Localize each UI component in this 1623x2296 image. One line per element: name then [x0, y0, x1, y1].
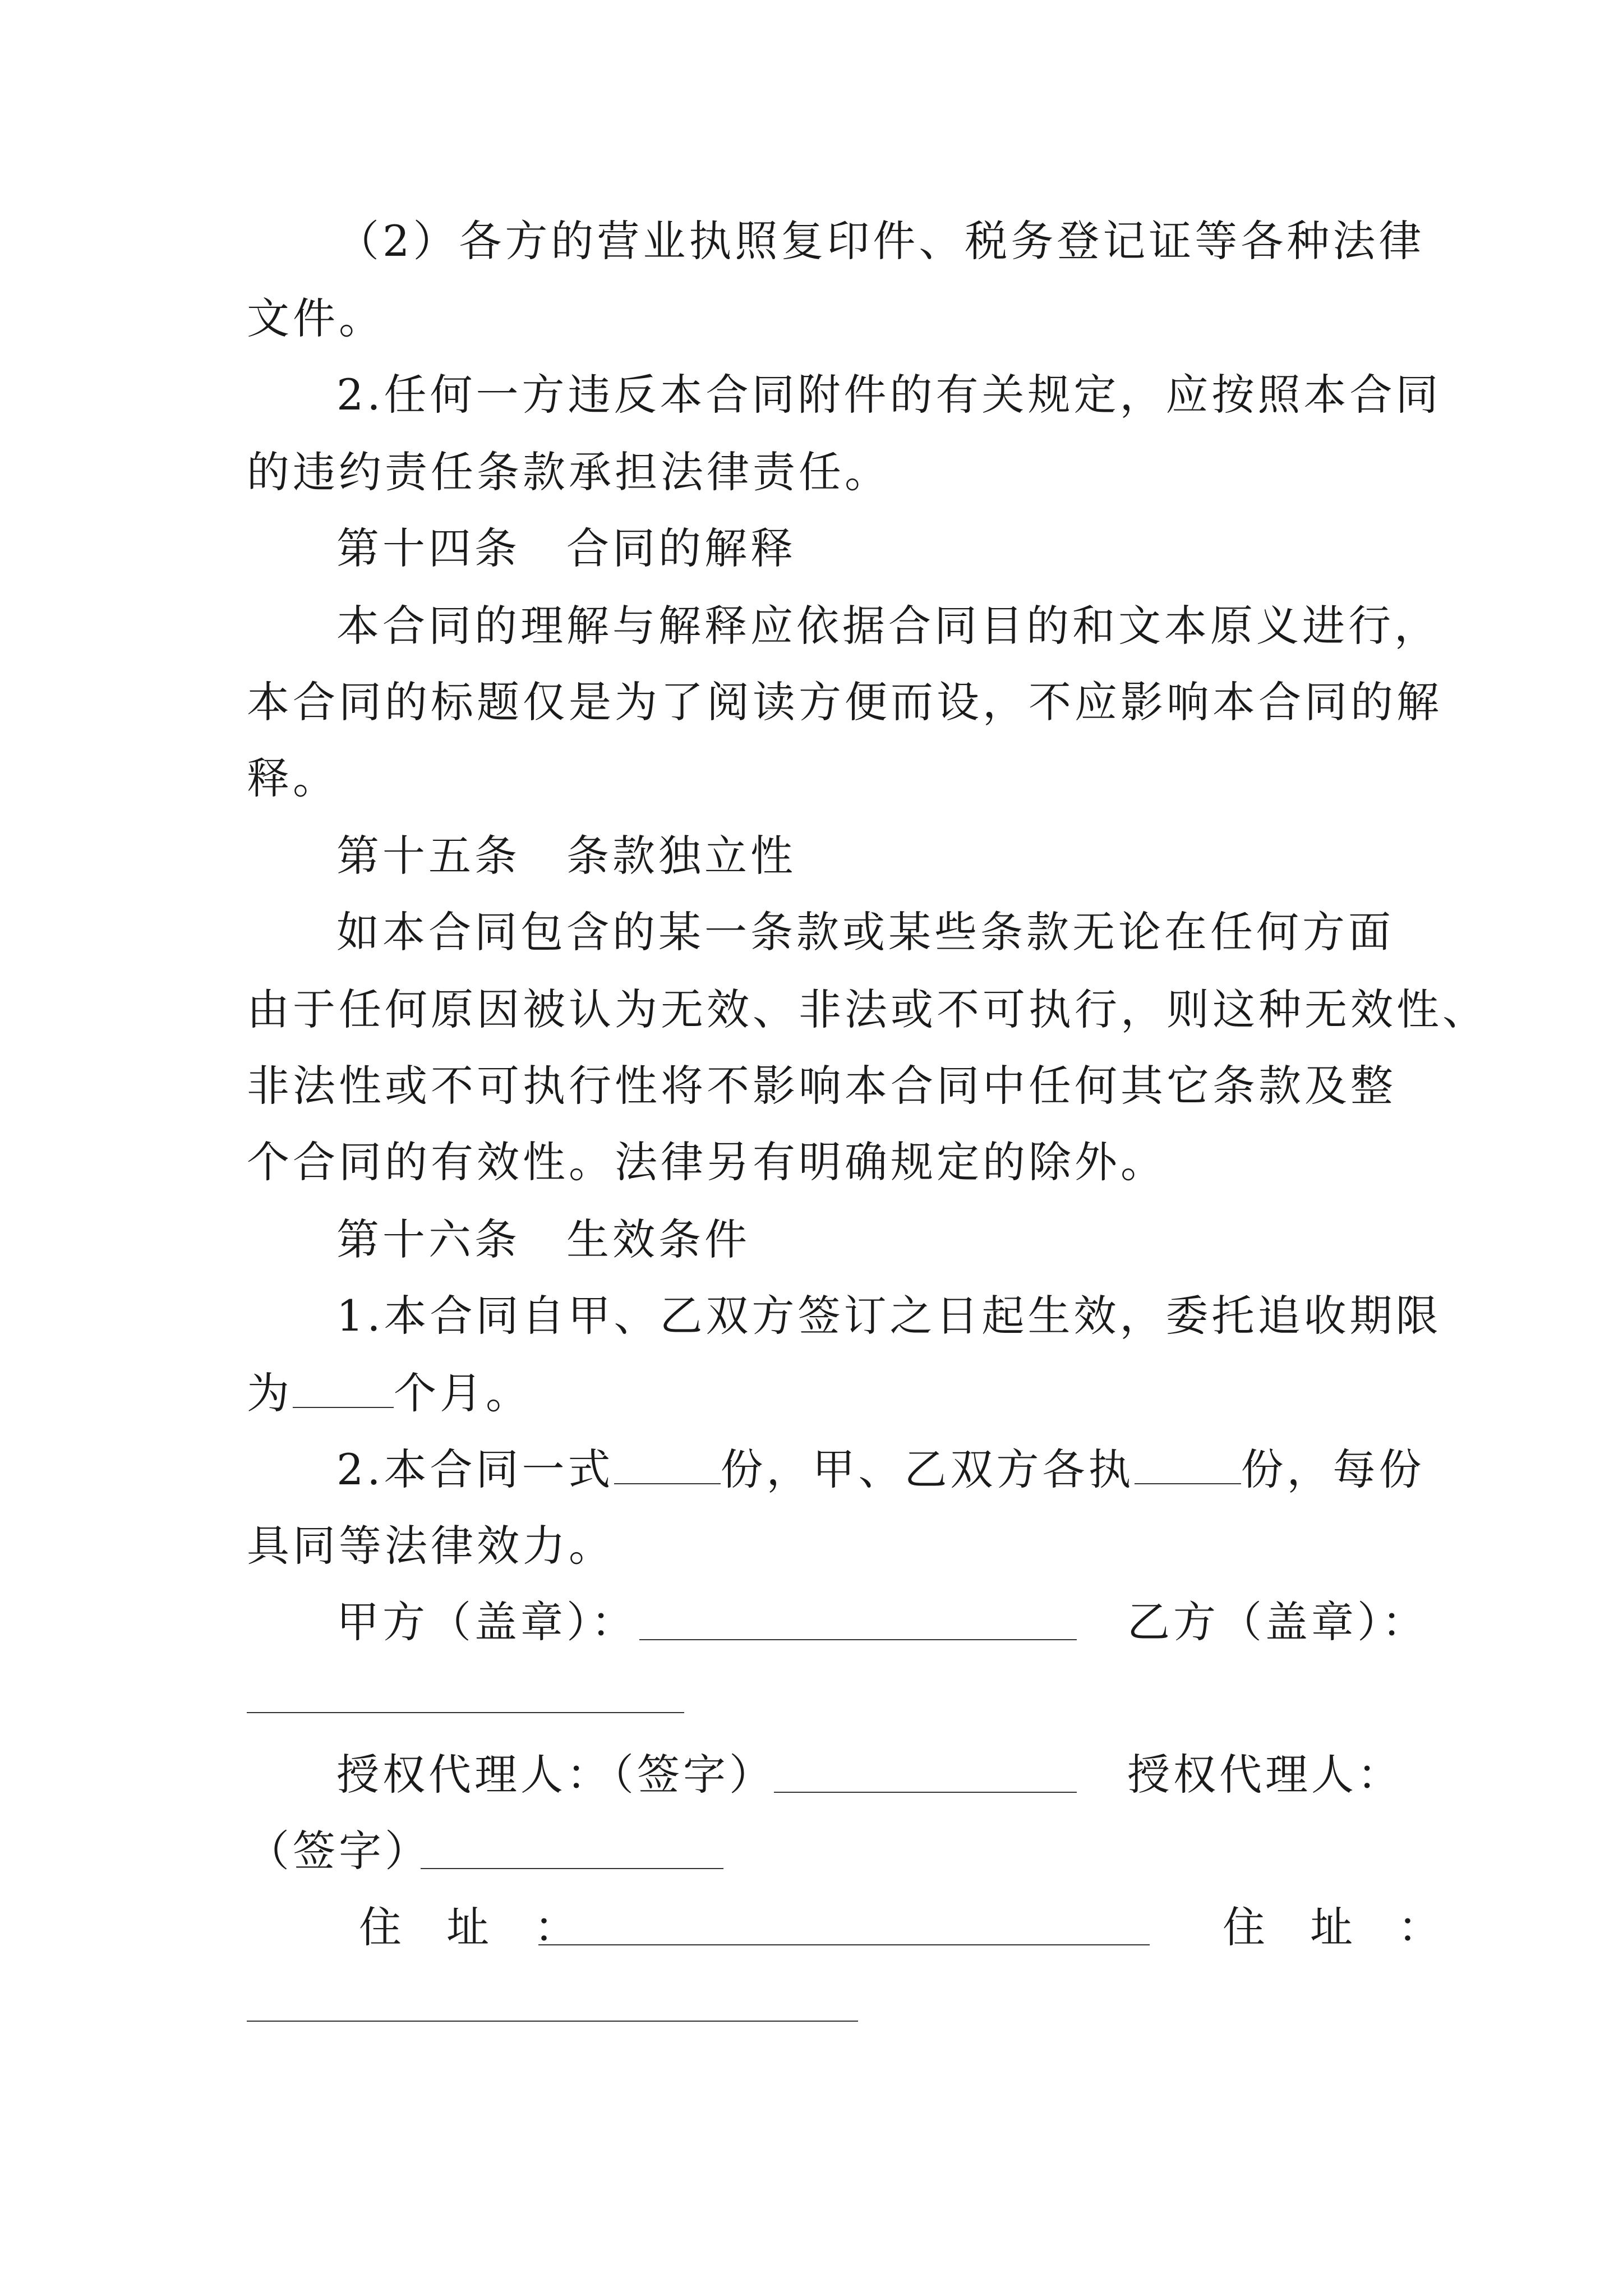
party-a-seal-label: 甲方（盖章）： — [336, 1597, 637, 1647]
address-a-field[interactable] — [538, 1944, 1150, 1945]
paragraph-line: 由于任何原因被认为无效、非法或不可执行，则这种无效性、 — [247, 984, 1488, 1034]
paragraph-line: 如本合同包含的某一条款或某些条款无论在任何方面 — [336, 907, 1394, 957]
copies-total-blank[interactable] — [614, 1444, 721, 1484]
text-fragment: 个月。 — [394, 1368, 532, 1418]
text-fragment: 2.本合同一式 — [336, 1444, 614, 1494]
article-title: 条款独立性 — [566, 831, 796, 881]
agent-b-label: 授权代理人： — [1127, 1750, 1403, 1800]
paragraph-line: （2）各方的营业执照复印件、税务登记证等各种法律 — [336, 216, 1425, 266]
paragraph-line: 本合同的标题仅是为了阅读方便而设，不应影响本合同的解 — [247, 677, 1442, 727]
paragraph-line: 非法性或不可执行性将不影响本合同中任何其它条款及整 — [247, 1061, 1396, 1111]
address-a-label: 住 址 ： — [359, 1902, 593, 1952]
article-14-heading — [336, 521, 796, 577]
paragraph-line: 2.任何一方违反本合同附件的有关规定，应按照本合同 — [336, 370, 1442, 420]
text-fragment: 份，每份 — [1241, 1444, 1425, 1494]
agent-b-sign-field[interactable] — [421, 1868, 723, 1869]
paragraph-line: 具同等法律效力。 — [247, 1521, 615, 1571]
article-title: 合同的解释 — [566, 523, 796, 573]
term-months-blank[interactable] — [293, 1368, 394, 1408]
article-title: 生效条件 — [566, 1214, 750, 1264]
party-b-seal-label: 乙方（盖章）： — [1127, 1597, 1428, 1647]
agent-a-label: 授权代理人：（签字） — [336, 1750, 775, 1800]
agent-b-sign-label: （签字） — [247, 1826, 431, 1876]
paragraph-line — [336, 1442, 1425, 1498]
paragraph-line: 本合同的理解与解释应依据合同目的和文本原义进行， — [336, 601, 1440, 651]
article-number: 第十四条 — [336, 523, 520, 573]
article-15-heading — [336, 828, 796, 884]
paragraph-line: 释。 — [247, 753, 339, 803]
address-b-field[interactable] — [247, 2021, 858, 2022]
paragraph-line — [247, 1365, 532, 1421]
address-b-label: 住 址 ： — [1223, 1902, 1456, 1952]
paragraph-line: 文件。 — [247, 293, 385, 343]
agent-a-sign-field[interactable] — [774, 1792, 1077, 1793]
text-fragment: 份，甲、乙双方各执 — [720, 1444, 1135, 1494]
paragraph-line: 的违约责任条款承担法律责任。 — [247, 447, 891, 497]
party-b-seal-field[interactable] — [247, 1712, 684, 1713]
article-16-heading — [336, 1212, 750, 1268]
paragraph-line: 1.本合同自甲、乙双方签订之日起生效，委托追收期限 — [336, 1291, 1442, 1341]
copies-each-blank[interactable] — [1135, 1444, 1241, 1484]
article-number: 第十五条 — [336, 831, 520, 881]
text-fragment: 为 — [247, 1368, 293, 1418]
paragraph-line: 个合同的有效性。法律另有明确规定的除外。 — [247, 1137, 1166, 1187]
article-number: 第十六条 — [336, 1214, 520, 1264]
party-a-seal-field[interactable] — [639, 1639, 1077, 1640]
